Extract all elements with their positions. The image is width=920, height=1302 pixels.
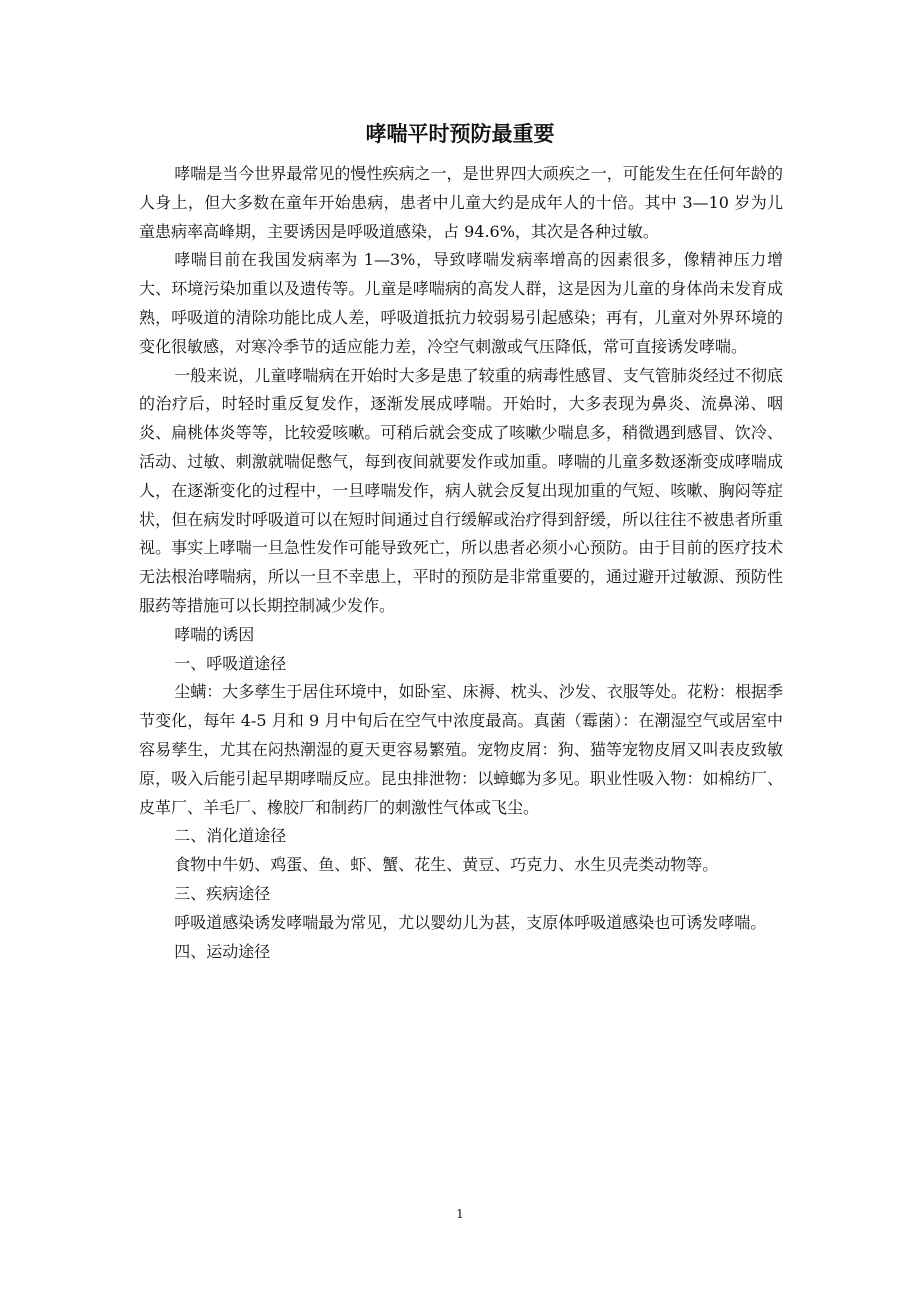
heading-digestive-route: 二、消化道途径: [174, 826, 287, 846]
heading-disease-route: 三、疾病途径: [174, 883, 271, 903]
paragraph-infections: 呼吸道感染诱发哮喘最为常见，尤以婴幼儿为甚，支原体呼吸道感染也可诱发哮喘。: [174, 912, 767, 932]
heading-triggers: 哮喘的诱因: [174, 624, 255, 644]
document-title: 哮喘平时预防最重要: [365, 122, 555, 146]
paragraph-progression: 一般来说，儿童哮喘病在开始时大多是患了较重的病毒性感冒、支气管肺炎经过不彻底的治疗后，时轻时重反复发作，逐渐发展成哮喘。开始时，大多表现为鼻炎、流鼻涕、咽炎、扁桃体炎等等，比较爱咳嗽。可稍后就会变成了咳嗽少喘息多，稍微遇到感冒、饮冷、活动、过敏、刺激就喘促憋气，每到夜间就要发作或加重。哮喘的儿童多数逐渐变成哮喘成人，在逐渐变化的过程中，一旦哮喘发作，病人就会反复出现加重的气短、咳嗽、胸闷等症状，但在病发时呼吸道可以在短时间通过自行缓解或治疗得到舒缓，所以往往不被患者所重视。事实上哮喘一旦急性发作可能导致死亡，所以患者必须小心预防。由于目前的医疗技术无法根治哮喘病，所以一旦不幸患上，平时的预防是非常重要的，通过避开过敏源、预防性服药等措施可以长期控制减少发作。: [139, 365, 783, 615]
heading-respiratory-route: 一、呼吸道途径: [174, 653, 287, 673]
paragraph-incidence: 哮喘目前在我国发病率为 1—3%，导致哮喘发病率增高的因素很多，像精神压力增大、环境污染加重以及遗传等。儿童是哮喘病的高发人群，这是因为儿童的身体尚未发育成熟，呼吸道的清除功能比成人差，呼吸道抵抗力较弱易引起感染；再有，儿童对外界环境的变化很敏感，对寒冷季节的适应能力差，冷空气刺激或气压降低，常可直接诱发哮喘。: [139, 250, 783, 356]
paragraph-intro: 哮喘是当今世界最常见的慢性疾病之一，是世界四大顽疾之一，可能发生在任何年龄的人身上，但大多数在童年开始患病，患者中儿童大约是成年人的十倍。其中 3—10 岁为儿童患病率高峰期，主要诱因是呼吸道感染，占 94.6%，其次是各种过敏。: [139, 164, 783, 241]
page-number: 1: [456, 1207, 464, 1221]
document-body: [139, 160, 783, 966]
paragraph-food-allergens: 食物中牛奶、鸡蛋、鱼、虾、蟹、花生、黄豆、巧克力、水生贝壳类动物等。: [174, 855, 719, 875]
paragraph-respiratory-allergens: 尘螨：大多孳生于居住环境中，如卧室、床褥、枕头、沙发、衣服等处。花粉：根据季节变化，每年 4-5 月和 9 月中旬后在空气中浓度最高。真菌（霉菌）：在潮湿空气或居室中容易孳生，尤其在闷热潮湿的夏天更容易繁殖。宠物皮屑：狗、猫等宠物皮屑又叫表皮致敏原，吸入后能引起早期哮喘反应。昆虫排泄物：以蟑螂为多见。职业性吸入物：如棉纺厂、皮革厂、羊毛厂、橡胶厂和制药厂的刺激性气体或飞尘。: [139, 682, 783, 817]
heading-exercise-route: 四、运动途径: [174, 941, 271, 961]
